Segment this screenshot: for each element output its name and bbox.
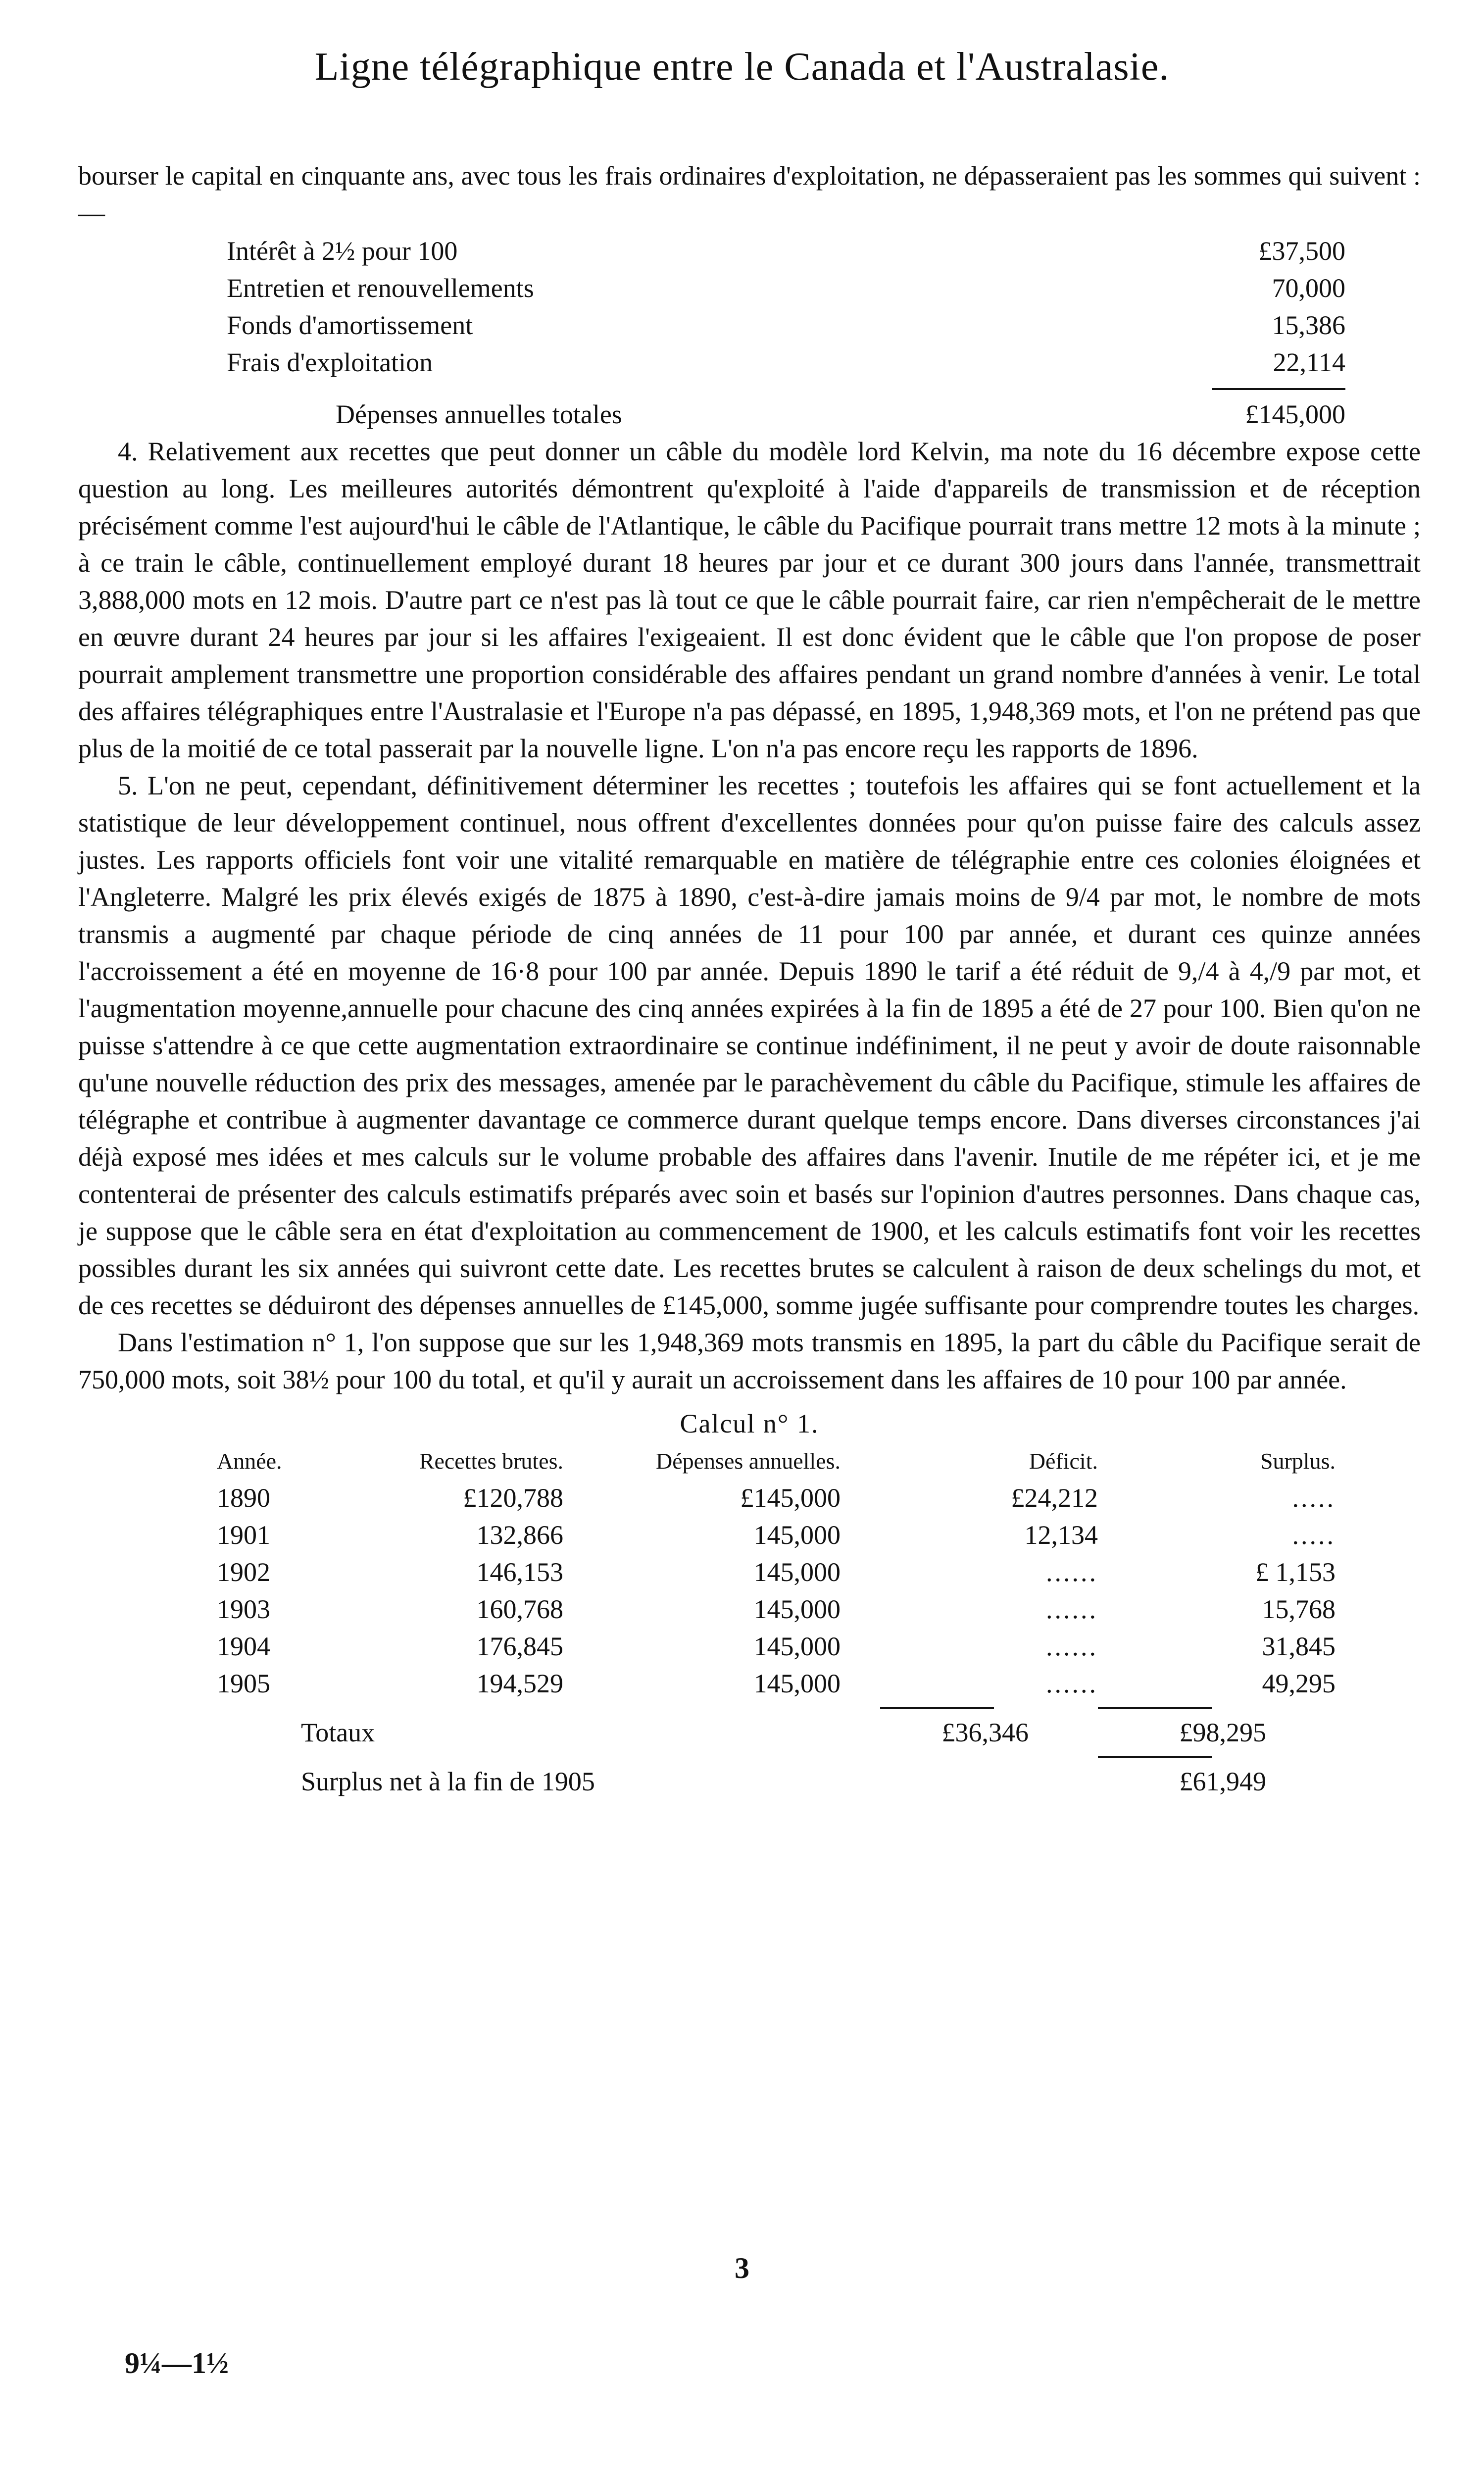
table-row: [217, 1480, 1336, 1517]
page-title: Ligne télégraphique entre le Canada et l'Australasie.: [314, 45, 1170, 89]
table-row: [217, 1628, 1336, 1665]
expense-amount: 22,114: [1273, 347, 1345, 377]
recettes-cell: 176,845: [476, 1632, 563, 1661]
expenses-total: [336, 396, 1345, 433]
net-surplus-label: Surplus net à la fin de 1905: [301, 1767, 595, 1796]
document-body: [78, 157, 1421, 1800]
surplus-cell: 15,768: [1262, 1594, 1336, 1624]
surplus-cell: 31,845: [1262, 1632, 1336, 1661]
column-header: Surplus.: [1260, 1448, 1336, 1474]
net-rule: [880, 1756, 1421, 1758]
expense-amount: £37,500: [1258, 236, 1345, 266]
paragraph-6: Dans l'estimation n° 1, l'on suppose que sur les 1,948,369 mots transmis en 1895, la part du câble du Pacifique serait de 750,000 mots, soit 38½ pour 100 du total, et qu'il y aurait un accroissement dans les affaires de 10 pour 100 par année.: [78, 1328, 1421, 1394]
calcul-heading: Calcul n° 1.: [680, 1409, 819, 1438]
expense-row: [227, 344, 1345, 381]
depenses-cell: 145,000: [753, 1557, 841, 1587]
page-number: 3: [735, 2252, 749, 2284]
year-cell: 1902: [217, 1557, 270, 1587]
year-cell: 1905: [217, 1669, 270, 1698]
table-row: [217, 1665, 1336, 1702]
table-row: [217, 1554, 1336, 1591]
year-cell: 1901: [217, 1520, 270, 1550]
surplus-cell: 49,295: [1262, 1669, 1336, 1698]
table-row: [217, 1517, 1336, 1554]
depenses-cell: 145,000: [753, 1594, 841, 1624]
net-surplus-value: £61,949: [1179, 1767, 1266, 1796]
deficit-cell: £24,212: [1011, 1483, 1098, 1513]
deficit-cell: ......: [1046, 1669, 1098, 1698]
sum-rule: [1212, 388, 1345, 390]
paragraph-4: 4. Relativement aux recettes que peut donner un câble du modèle lord Kelvin, ma note du 16 décembre expose cette question au long. Les meilleures autorités démontrent qu'exploité à l'aide d'appareils de transmission et de réception précisément comme l'est aujourd'hui le câble de l'Atlantique, le câble du Pacifique pourrait trans mettre 12 mots à la minute ; à ce train le câble, continuellement employé durant 18 heures par jour et ce durant 300 jours dans l'année, transmettrait 3,888,000 mots en 12 mois. D'autre part ce n'est pas là tout ce que le câble pourrait faire, car rien n'empêcherait de le mettre en œuvre durant 24 heures par jour si les affaires l'exigeaient. Il est donc évident que le câble que l'on propose de poser pourrait amplement transmettre une proportion considérable des affaires pendant un grand nombre d'années à venir. Le total des affaires télégraphiques entre l'Australasie et l'Europe n'a pas dépassé, en 1895, 1,948,369 mots, et l'on ne prétend pas que plus de la moitié de ce total passerait par la nouvelle ligne. L'on n'a pas encore reçu les rapports de 1896.: [78, 437, 1421, 763]
totals-deficit: £36,346: [941, 1718, 1029, 1747]
totals-label: Totaux: [301, 1718, 375, 1747]
year-cell: 1904: [217, 1632, 270, 1661]
recettes-cell: 194,529: [476, 1669, 563, 1698]
calcul-table: [217, 1442, 1336, 1702]
depenses-cell: 145,000: [753, 1669, 841, 1698]
printer-signature: 9¼—1½: [125, 2347, 229, 2379]
deficit-cell: ......: [1046, 1632, 1098, 1661]
surplus-cell: .....: [1292, 1520, 1336, 1550]
expense-label: Intérêt à 2½ pour 100: [227, 236, 458, 266]
calcul-header-row: [217, 1442, 1336, 1480]
expense-label: Fonds d'amortissement: [227, 310, 473, 340]
expense-row: [227, 270, 1345, 307]
recettes-cell: 132,866: [476, 1520, 563, 1550]
surplus-cell: £ 1,153: [1255, 1557, 1336, 1587]
column-header: Dépenses annuelles.: [656, 1448, 841, 1474]
net-surplus-row: [301, 1763, 1421, 1800]
expense-row: [227, 233, 1345, 270]
expense-amount: 70,000: [1272, 273, 1345, 303]
expenses-table: [227, 233, 1345, 381]
expense-amount: 15,386: [1272, 310, 1345, 340]
expense-label: Entretien et renouvellements: [227, 273, 534, 303]
recettes-cell: 146,153: [476, 1557, 563, 1587]
year-cell: 1903: [217, 1594, 270, 1624]
recettes-cell: £120,788: [463, 1483, 563, 1513]
totals-row: [301, 1714, 1421, 1751]
depenses-cell: 145,000: [753, 1520, 841, 1550]
intro-paragraph: bourser le capital en cinquante ans, avec tous les frais ordinaires d'exploitation, ne dépasseraient pas les sommes qui suivent :—: [78, 161, 1421, 228]
deficit-cell: ......: [1046, 1594, 1098, 1624]
table-row: [217, 1591, 1336, 1628]
totals-rule: [880, 1707, 1421, 1709]
totals-surplus: £98,295: [1179, 1718, 1266, 1747]
depenses-cell: 145,000: [753, 1632, 841, 1661]
expense-label: Frais d'exploitation: [227, 347, 433, 377]
expense-row: [227, 307, 1345, 344]
expenses-total-amount: £145,000: [1245, 399, 1345, 429]
depenses-cell: £145,000: [740, 1483, 841, 1513]
column-header: Déficit.: [1029, 1448, 1098, 1474]
deficit-cell: 12,134: [1024, 1520, 1098, 1550]
paragraph-5: 5. L'on ne peut, cependant, définitivement déterminer les recettes ; toutefois les affaires qui se font actuellement et la statistique de leur développement continuel, nous offrent d'excellentes données pour qu'on puisse faire des calculs assez justes. Les rapports officiels font voir une vitalité remarquable en matière de télégraphie entre ces colonies éloignées et l'Angleterre. Malgré les prix élevés exigés de 1875 à 1890, c'est-à-dire jamais moins de 9/4 par mot, le nombre de mots transmis a augmenté par chaque période de cinq années de 11 pour 100 par année, et durant ces quinze années l'accroissement a été en moyenne de 16·8 pour 100 par année. Depuis 1890 le tarif a été réduit de 9,/4 à 4,/9 par mot, et l'augmentation moyenne,annuelle pour chacune des cinq années expirées à la fin de 1895 a été de 27 pour 100. Bien qu'on ne puisse s'attendre à ce que cette augmentation extraordinaire se continue indéfiniment, il ne peut y avoir de doute raisonnable qu'une nouvelle réduction des prix des messages, amenée par le parachèvement du câble du Pacifique, stimule les affaires de télégraphe et contribue à augmenter davantage ce commerce durant quelque temps encore. Dans diverses circonstances j'ai déjà exposé mes idées et mes calculs sur le volume probable des affaires dans l'avenir. Inutile de me répéter ici, et je me contenterai de présenter des calculs estimatifs préparés avec soin et basés sur l'opinion d'autres personnes. Dans chaque cas, je suppose que le câble sera en état d'exploitation au commencement de 1900, et les calculs estimatifs font voir les recettes possibles durant les six années qui suivront cette date. Les recettes brutes se calculent à raison de deux schelings du mot, et de ces recettes se déduiront des dépenses annuelles de £145,000, somme jugée suffisante pour comprendre toutes les charges.: [78, 771, 1421, 1320]
column-header: Recettes brutes.: [419, 1448, 563, 1474]
column-header: Année.: [217, 1448, 282, 1474]
year-cell: 1890: [217, 1483, 270, 1513]
expenses-total-label: Dépenses annuelles totales: [336, 399, 622, 429]
recettes-cell: 160,768: [476, 1594, 563, 1624]
deficit-cell: ......: [1046, 1557, 1098, 1587]
surplus-cell: .....: [1292, 1483, 1336, 1513]
